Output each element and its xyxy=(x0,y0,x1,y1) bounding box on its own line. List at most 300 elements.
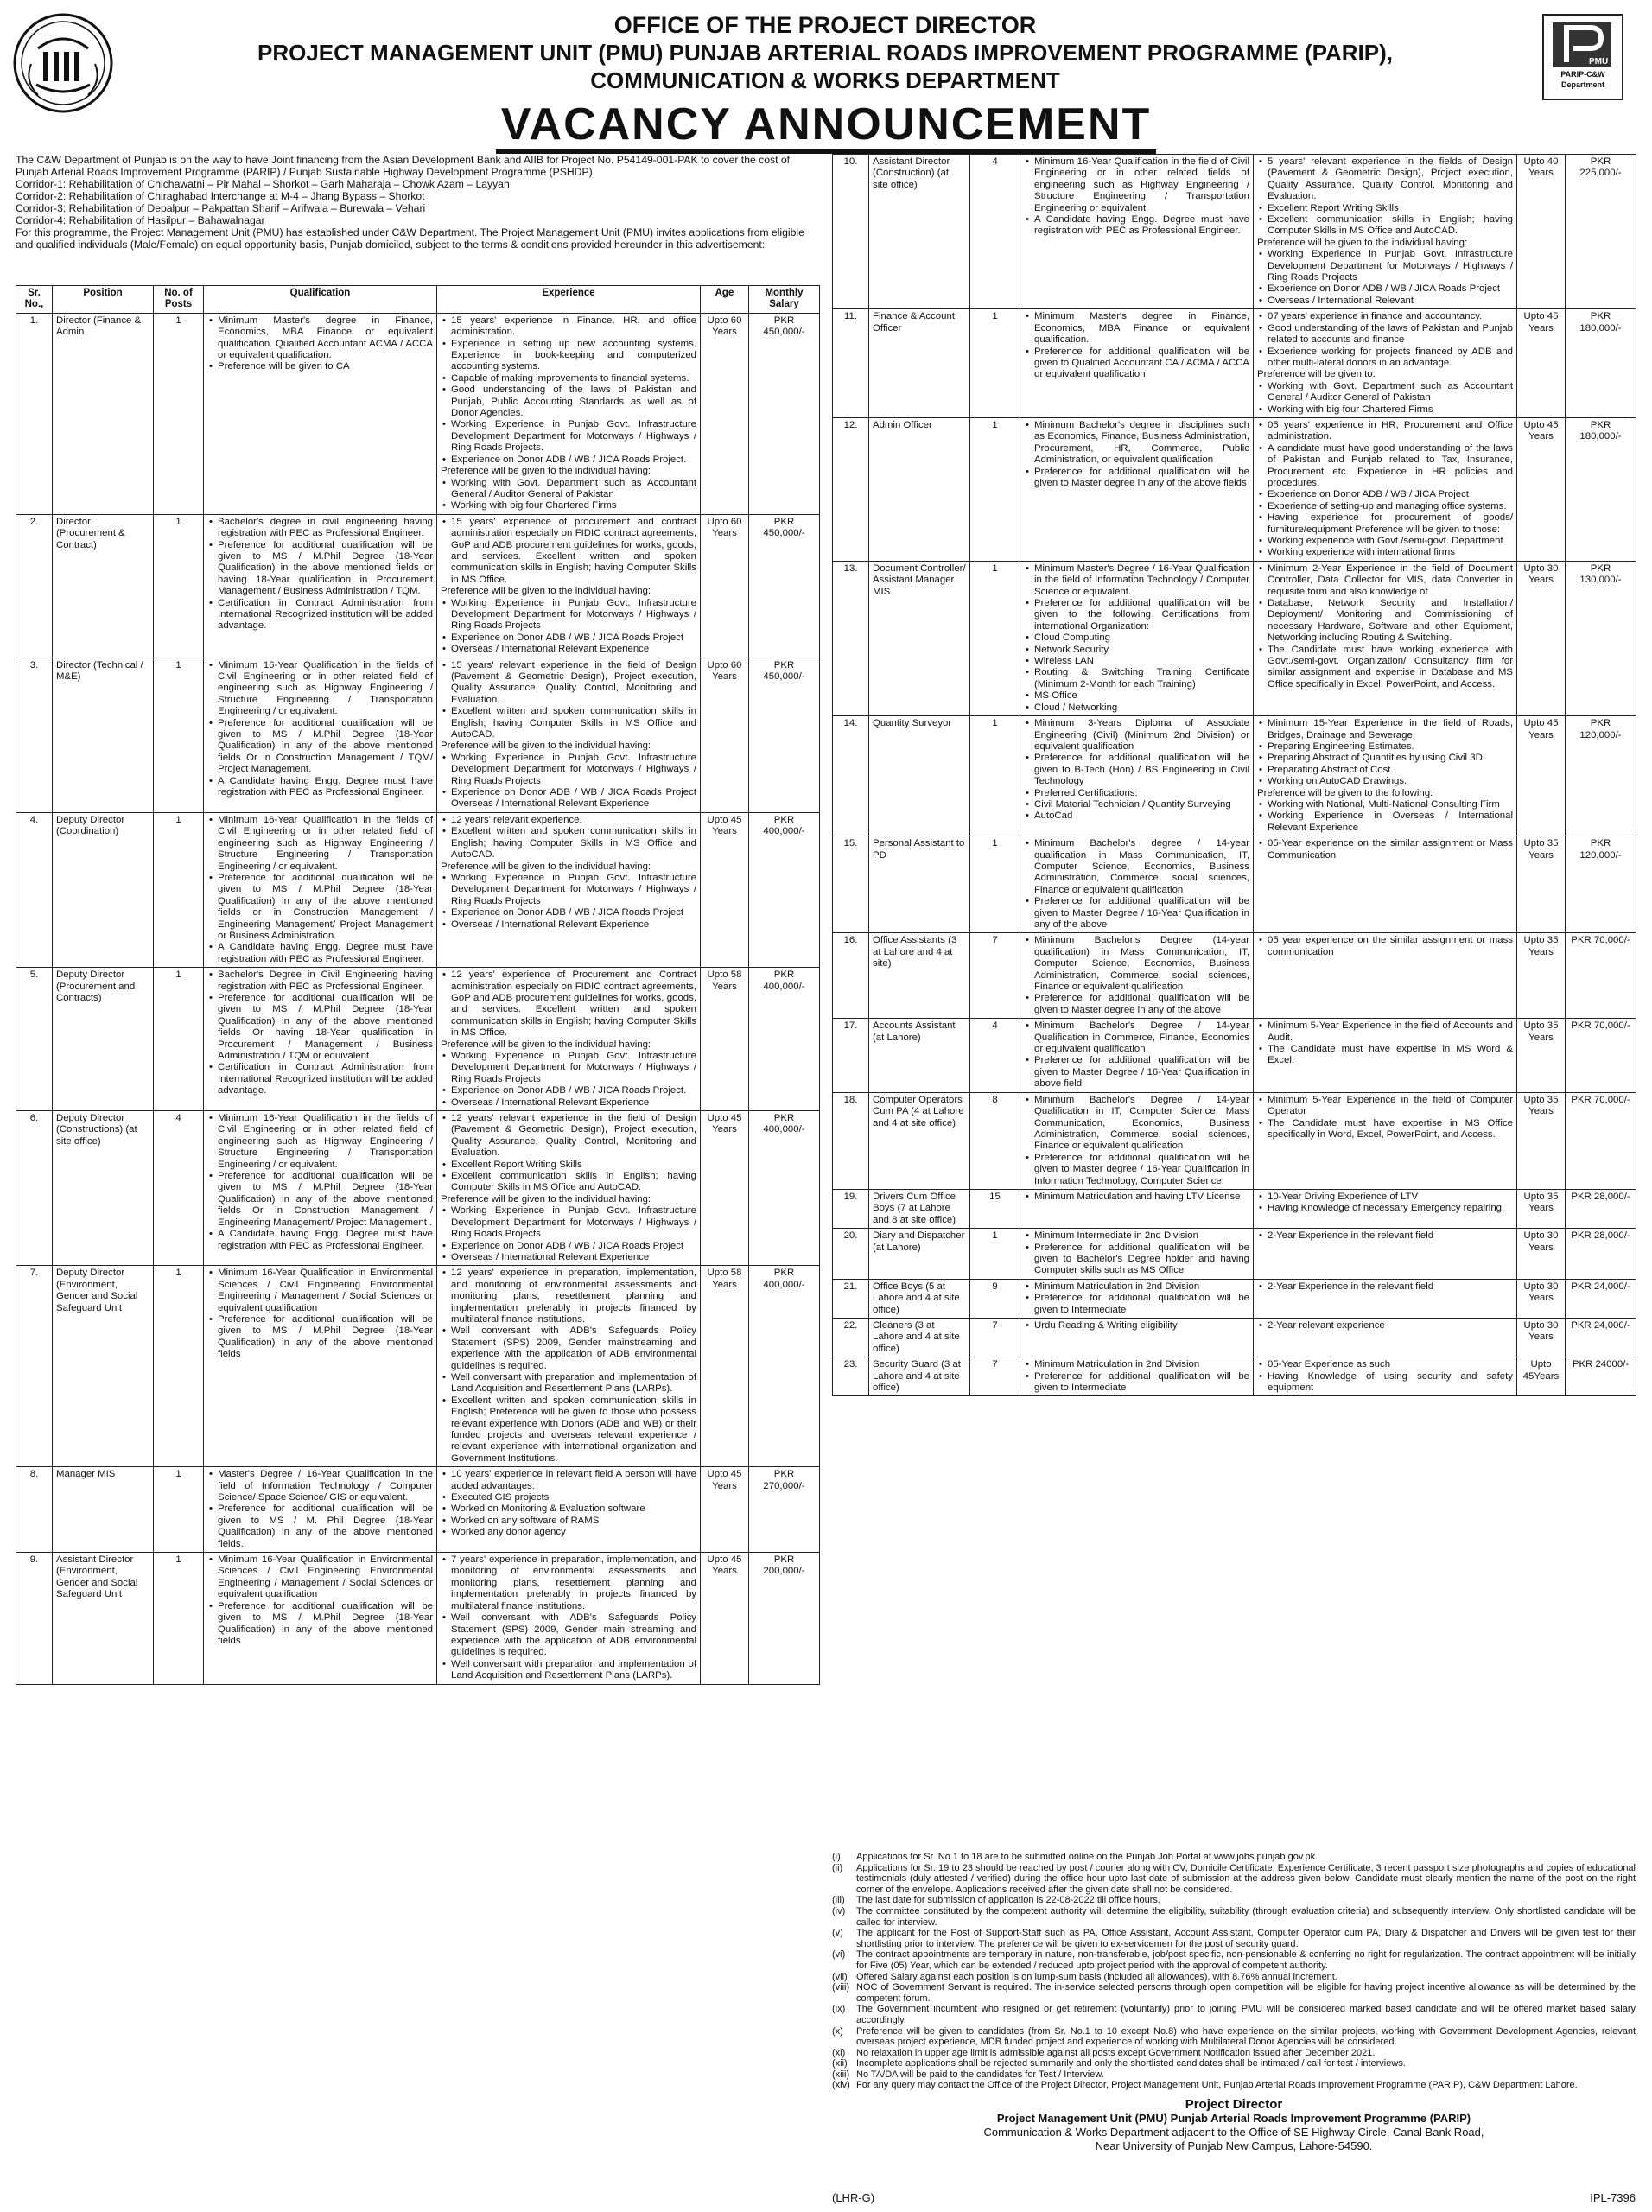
qualification-cell xyxy=(1020,1229,1254,1280)
preference-item: • Working Experience in Punjab Govt. Infrastructure Development Department for Motorways / Highways / Ring Roads Projects xyxy=(451,598,696,632)
experience-item: • Working experience with international firms xyxy=(1268,547,1513,558)
table-row xyxy=(833,309,1636,418)
preference-note: Preference will be given to the individual having: xyxy=(441,1039,651,1050)
qualification-item: • A Candidate having Engg. Degree must have registration with PEC as Professional Engineer. xyxy=(218,1229,433,1252)
experience-cell xyxy=(437,1553,701,1684)
intro-line: For this programme, the Project Management Unit (PMU) has established under C&W Department. The Project Management Unit (PMU) invites applications from eligible and qualified individuals (Male/Female) on equal opportunity basis, Punjab domiciled, subject to the terms & conditions provided hereunder in this advertisement: xyxy=(16,226,804,251)
note-text: The contract appointments are temporary in nature, non-transferable, job/post specific, non-pensionable & conferring no right for regularization. The contract appointment will be initially for Five (05) Year, which can be extended / reduced upto project period with the approval of competent authority. xyxy=(856,1949,1636,1971)
experience-item: • 2-Year Experience in the relevant field xyxy=(1268,1230,1513,1242)
intro-line: The C&W Department of Punjab is on the way to have Joint financing from the Asian Development Bank and AIIB for Project No. P54149-001-PAK to cover the cost of Punjab Arterial Roads Improvement Programme (PARIP) / Punjab Sustainable Highway Development Programme (PSHDP). xyxy=(16,154,791,178)
posts-count: 9 xyxy=(970,1279,1020,1318)
preference-item: • Overseas / International Relevant Experience xyxy=(451,919,696,931)
experience-item: • Capable of making improvements to financial systems. xyxy=(451,373,696,385)
qualification-cell xyxy=(204,658,437,812)
experience-cell xyxy=(1254,933,1517,1019)
experience-item: • Well conversant with ADB's Safeguards Policy Statement (SPS) 2009, Gender mainstreaming and experience with the application of ADB environmental guidelines is required. xyxy=(451,1325,696,1372)
qualification-item: • Preference for additional qualification will be given to MS / M.Phil Degree (18-Year Qualification) in any of the above mentioned fields Or having 18-Year qualification in Procurement / Management / Business Administration / TQM or equivalent. xyxy=(218,993,433,1062)
age-limit: Upto 45 Years xyxy=(701,1467,749,1553)
monthly-salary: PKR 28,000/- xyxy=(1566,1189,1636,1228)
position-name: Diary and Dispatcher (at Lahore) xyxy=(869,1229,970,1280)
qualification-item: • Routing & Switching Training Certificate (Minimum 2-Month for each Training) xyxy=(1034,667,1249,690)
col-posts: No. of Posts xyxy=(154,286,204,314)
qualification-item: • Minimum Bachelor's Degree / 14-year Qualification in Commerce, Finance, Economics or equivalent qualification xyxy=(1034,1020,1249,1055)
qualification-list xyxy=(207,969,433,1096)
experience-item: • 12 years' relevant experience. xyxy=(451,815,696,826)
experience-list xyxy=(1257,718,1513,834)
qualification-list xyxy=(1024,838,1249,931)
sr-number: 3. xyxy=(16,658,53,812)
age-limit: Upto 35 Years xyxy=(1517,1189,1566,1228)
sr-number: 23. xyxy=(833,1357,869,1396)
experience-item: • Well conversant with ADB's Safeguards Policy Statement (SPS) 2009, Gender main streaming and experience with the application of ADB environmental guidelines is required. xyxy=(451,1612,696,1659)
qualification-item: • Preference will be given to CA xyxy=(218,361,433,372)
qualification-item: • Preference for additional qualification will be given to Intermediate xyxy=(1034,1371,1249,1395)
experience-list xyxy=(441,1113,696,1263)
posts-count: 1 xyxy=(154,1467,204,1553)
sr-number: 13. xyxy=(833,561,869,715)
age-limit: Upto 45 Years xyxy=(701,1111,749,1266)
experience-cell xyxy=(1254,1019,1517,1092)
experience-item: • 05-Year Experience as such xyxy=(1268,1359,1513,1370)
experience-item: • Having Knowledge of using security and safety equipment xyxy=(1268,1371,1513,1395)
table-row xyxy=(16,812,820,967)
monthly-salary: PKR 400,000/- xyxy=(749,812,820,967)
note-text: The applicant for the Post of Support-Staff such as PA, Office Assistant, Account Assistant, Computer Operator cum PA, Diary & Dispatcher and Drivers will be given test for their shortlisting prior to interview. The preference will be given to ex-servicemen for the post of security guard. xyxy=(856,1928,1636,1949)
preference-item: • Working Experience in Punjab Govt. Infrastructure Development Department for Motorways / Highways / Ring Roads Projects xyxy=(451,1051,696,1085)
note-text: Preference will be given to candidates (from Sr. No.1 to 10 except No.8) who have experience on the similar projects, working with Government Development Agencies, relevant overseas project experience, MDB funded project and experience of working with Multilateral Donor Agencies will be considered. xyxy=(856,2025,1636,2048)
experience-item: • 7 years' experience in preparation, implementation, and monitoring of environmental assessments and monitoring plans, resettlement planning and implementation preferably in projects financed by multilateral finance institutions. xyxy=(451,1554,696,1612)
qualification-list xyxy=(207,315,433,373)
monthly-salary: PKR 450,000/- xyxy=(749,514,820,658)
experience-list xyxy=(441,315,696,512)
note-item xyxy=(832,2004,1636,2025)
experience-cell xyxy=(1254,1092,1517,1189)
experience-item: • Working on AutoCAD Drawings. xyxy=(1268,776,1513,787)
vacancy-table-right xyxy=(832,154,1636,1396)
pmu-logo-caption: PARIP-C&W Department xyxy=(1560,70,1605,89)
position-name: Accounts Assistant (at Lahore) xyxy=(869,1019,970,1092)
sr-number: 7. xyxy=(16,1266,53,1467)
posts-count: 1 xyxy=(154,658,204,812)
table-row xyxy=(833,716,1636,836)
table-row xyxy=(833,1189,1636,1228)
experience-item: • Working Experience in Punjab Govt. Infrastructure Development Department for Motorways / Highways / Ring Roads Projects. xyxy=(451,419,696,454)
col-position: Position xyxy=(53,286,154,314)
experience-cell xyxy=(1254,836,1517,933)
age-limit: Upto 35 Years xyxy=(1517,1019,1566,1092)
qualification-item: • MS Office xyxy=(1034,690,1249,702)
monthly-salary: PKR 450,000/- xyxy=(749,313,820,514)
note-text: The committee constituted by the competent authority will determine the eligibility, suitability (through evaluation criteria) and subsequently interview. Only shortlisted candidate will be called for interview. xyxy=(856,1905,1636,1928)
table-header-row xyxy=(16,286,820,314)
qualification-cell xyxy=(1020,1092,1254,1189)
sr-number: 11. xyxy=(833,309,869,418)
qualification-item: • Network Security xyxy=(1034,645,1249,656)
experience-item: • The Candidate must have expertise in MS Word & Excel. xyxy=(1268,1044,1513,1067)
posts-count: 1 xyxy=(970,1229,1020,1280)
posts-count: 1 xyxy=(970,417,1020,561)
sr-number: 20. xyxy=(833,1229,869,1280)
intro-line: Corridor-2: Rehabilitation of Chiraghabad Interchange at M-4 – Jhang Bypass – Shorkot xyxy=(16,190,425,202)
experience-item: • Experience on Donor ADB / WB / JICA Roads Project. xyxy=(451,454,696,466)
table-row xyxy=(16,1467,820,1553)
table-row xyxy=(833,1229,1636,1280)
experience-item: • Preparating Abstract of Cost. xyxy=(1268,765,1513,776)
age-limit: Upto 45Years xyxy=(1517,1357,1566,1396)
experience-item: • 05-Year experience on the similar assignment or Mass Communication xyxy=(1268,838,1513,861)
sr-number: 22. xyxy=(833,1319,869,1357)
qualification-item: • Preference for additional qualification will be given to Bachelor's Degree holder and having Computer skills such as MS Office xyxy=(1034,1243,1249,1277)
preference-note: Preference will be given to: xyxy=(1257,369,1376,380)
preference-item: • Overseas / International Relevant xyxy=(1268,296,1513,307)
qualification-item: • A Candidate having Engg. Degree must have registration with PEC as Professional Engineer. xyxy=(218,776,433,799)
qualification-item: • Preference for additional qualification will be given to MS / M.Phil Degree (18-Year Qualification) in any of the above mentioned fields or in Construction Management / Engineering Management/ Project Management or Business Administration. xyxy=(218,873,433,942)
qualification-item: • Minimum 3-Years Diploma of Associate Engineering (Civil) (Minimum 2nd Division) or equivalent qualification xyxy=(1034,718,1249,753)
qualification-list xyxy=(207,1268,433,1360)
qualification-item: • Minimum Bachelor's Degree / 14-year Qualification in IT, Computer Science, Mass Communication, Economics, Business Administration, Commerce, social sciences, Finance or equivalent qualification xyxy=(1034,1095,1249,1153)
experience-item: • Having Knowledge of necessary Emergency repairing. xyxy=(1268,1203,1513,1214)
pmu-logo-mark xyxy=(1553,22,1611,67)
pmu-p-icon xyxy=(1553,22,1611,67)
qualification-item: • Preferred Certifications: xyxy=(1034,788,1249,799)
preference-item: • Experience on Donor ADB / WB / JICA Roads Project xyxy=(451,1241,696,1252)
experience-item: • Experience of setting-up and managing office systems. xyxy=(1268,501,1513,512)
note-number: (i) xyxy=(832,1852,841,1862)
qualification-item: • Preference for additional qualification will be given to Master degree / 16-Year Qualification in Information Technology, Computer Science. xyxy=(1034,1153,1249,1187)
age-limit: Upto 45 Years xyxy=(1517,417,1566,561)
preference-item: • Working Experience in Punjab Govt. Infrastructure Development Department for Motorways / Highways / Ring Roads Projects xyxy=(451,753,696,787)
experience-list xyxy=(441,815,696,931)
experience-item: • Excellent Report Writing Skills xyxy=(1268,203,1513,214)
qualification-item: • Preference for additional qualification will be given to Intermediate xyxy=(1034,1293,1249,1316)
qualification-list xyxy=(1024,563,1249,714)
intro-line: Corridor-3: Rehabilitation of Depalpur – Pakpattan Sharif – Arifwala – Burewala – Vehari xyxy=(16,202,426,214)
qualification-item: • Minimum 16-Year Qualification in the field of Civil Engineering or in other related fields of engineering such as Highway Engineering / Structure Engineering / Transportation Engineering or equivalent. xyxy=(1034,156,1249,214)
note-text: No relaxation in upper age limit is admissible against all posts except Government Notification issued after December 2021. xyxy=(856,2047,1376,2058)
posts-count: 7 xyxy=(970,1319,1020,1357)
position-name: Assistant Director (Environment, Gender and Social Safeguard Unit xyxy=(53,1553,154,1684)
age-limit: Upto 30 Years xyxy=(1517,1229,1566,1280)
note-number: (iii) xyxy=(832,1895,845,1906)
qualification-list xyxy=(207,517,433,632)
qualification-item: • Master's Degree / 16-Year Qualification in the field of Information Technology / Computer Science/ Space Science/ GIS or equivalent. xyxy=(218,1469,433,1503)
experience-cell xyxy=(1254,1189,1517,1228)
preference-item: • Working with big four Chartered Firms xyxy=(1268,404,1513,416)
experience-list xyxy=(441,1469,696,1538)
experience-item: • Experience on Donor ADB / WB / JICA Project xyxy=(1268,489,1513,500)
posts-count: 1 xyxy=(154,514,204,658)
experience-cell xyxy=(1254,561,1517,715)
qualification-list xyxy=(1024,1320,1249,1332)
experience-item: • Having experience for procurement of goods/ furniture/equipment Preference will be given to those: xyxy=(1268,512,1513,536)
sr-number: 15. xyxy=(833,836,869,933)
posts-count: 4 xyxy=(970,155,1020,309)
intro-line: Corridor-4: Rehabilitation of Hasilpur – Bahawalnagar xyxy=(16,214,265,226)
experience-list xyxy=(441,660,696,810)
col-sr: Sr. No., xyxy=(16,286,53,314)
posts-count: 8 xyxy=(970,1092,1020,1189)
preference-note: Preference will be given to the individual having: xyxy=(441,466,651,477)
ad-code-right: IPL-7396 xyxy=(1590,2191,1636,2204)
table-row xyxy=(833,1357,1636,1396)
experience-item: • Executed GIS projects xyxy=(451,1492,696,1503)
experience-cell xyxy=(437,1467,701,1553)
note-text: Applications for Sr. No.1 to 18 are to be submitted online on the Punjab Job Portal at www.jobs.punjab.gov.pk. xyxy=(856,1852,1318,1862)
qualification-item: • Preference for additional qualification will be given to Qualified Accountant CA / ACMA / ACCA or equivalent qualification xyxy=(1034,346,1249,381)
qualification-cell xyxy=(1020,1279,1254,1318)
position-name: Assistant Director (Construction) (at site office) xyxy=(869,155,970,309)
experience-item: • Excellent written and spoken communication skills in English; having Computer Skills in MS Office and AutoCAD. xyxy=(451,706,696,741)
qualification-cell xyxy=(1020,716,1254,836)
qualification-cell xyxy=(1020,836,1254,933)
qualification-item: • Minimum 16-Year Qualification in Environmental Sciences / Civil Engineering Environmental Engineering / Management / Social Sciences or equivalent qualification xyxy=(218,1554,433,1601)
col-age: Age xyxy=(701,286,749,314)
experience-item: • Experience in setting up new accounting systems. Experience in book-keeping and computerized accounting systems. xyxy=(451,339,696,373)
age-limit: Upto 30 Years xyxy=(1517,1279,1566,1318)
qualification-list xyxy=(207,660,433,799)
experience-item: • Excellent communication skills in English; having Computer Skills in MS Office and AutoCAD. xyxy=(1268,214,1513,238)
table-row xyxy=(833,561,1636,715)
intro-text xyxy=(16,154,819,251)
qualification-item: • Preference for additional qualification will be given to MS / M.Phil Degree (18-Year Qualification) in any of the above mentioned fields Or in Construction Management / Engineering Management/ Project Management . xyxy=(218,1171,433,1229)
posts-count: 7 xyxy=(970,933,1020,1019)
experience-item: • Database, Network Security and Installation/ Deployment/ Monitoring and Commissioning of necessary Hardware, Software and other Equipment, Networking including Routing & Switching. xyxy=(1268,598,1513,645)
col-salary: Monthly Salary xyxy=(749,286,820,314)
position-name: Personal Assistant to PD xyxy=(869,836,970,933)
preference-item: • Working Experience in Punjab Govt. Infrastructure Development Department for Motorways / Highways / Ring Roads Projects xyxy=(1268,249,1513,283)
unit-title: PROJECT MANAGEMENT UNIT (PMU) PUNJAB ARTERIAL ROADS IMPROVEMENT PROGRAMME (PARIP), xyxy=(257,40,1393,66)
monthly-salary: PKR 24,000/- xyxy=(1566,1319,1636,1357)
experience-item: • Minimum 2-Year Experience in the field of Document Controller, Data Collector for MIS, data Converter in requisite form and also knowledge of xyxy=(1268,563,1513,598)
age-limit: Upto 45 Years xyxy=(1517,716,1566,836)
qualification-list xyxy=(207,1469,433,1550)
position-name: Deputy Director (Coordination) xyxy=(53,812,154,967)
table-row xyxy=(16,514,820,658)
position-name: Director (Procurement & Contract) xyxy=(53,514,154,658)
ad-code-left: (LHR-G) xyxy=(832,2191,875,2204)
qualification-list xyxy=(1024,311,1249,380)
qualification-cell xyxy=(1020,561,1254,715)
experience-list xyxy=(1257,1359,1513,1394)
position-name: Office Assistants (3 at Lahore and 4 at site) xyxy=(869,933,970,1019)
qualification-cell xyxy=(204,1467,437,1553)
note-item xyxy=(832,1852,1636,1863)
age-limit: Upto 58 Years xyxy=(701,1266,749,1467)
preference-note: Preference will be given to the individual having: xyxy=(441,586,651,597)
experience-item: • Preparing Engineering Estimates. xyxy=(1268,741,1513,753)
department-title: COMMUNICATION & WORKS DEPARTMENT xyxy=(590,67,1060,93)
preference-item: • Working Experience in Punjab Govt. Infrastructure Development Department for Motorways / Highways / Ring Roads Projects xyxy=(451,873,696,907)
qualification-item: • Minimum Bachelor's degree / 14-year qualification in Mass Communication, IT, Computer Science, Economics, Business Administration, Commerce, social sciences, Finance or equivalent qualification xyxy=(1034,838,1249,896)
qualification-item: • Minimum Matriculation in 2nd Division xyxy=(1034,1359,1249,1370)
preference-item: • Overseas / International Relevant Experience xyxy=(451,1252,696,1263)
qualification-cell xyxy=(1020,1357,1254,1396)
experience-list xyxy=(1257,935,1513,958)
experience-item: • Excellent written and spoken communication skills in English; Preference will be given to those who possess relevant experience with Donors (ADB and WB) or their funded projects and overseas relevant experience / relevant experience with international organization and Government Institutions. xyxy=(451,1395,696,1465)
note-text: Applications for Sr. 19 to 23 should be reached by post / courier along with CV, Domicile Certificate, Experience Certificate, 3 recent passport size photographs and copies of educational testimonials (duly attested / verified) during the office hour upto last date of submission at the address given below. Candidate must clearly mention the name of the post on the right corner of the envelope. Applications received after the given date shall not be considered. xyxy=(856,1862,1636,1895)
position-name: Finance & Account Officer xyxy=(869,309,970,418)
sr-number: 1. xyxy=(16,313,53,514)
position-name: Deputy Director (Procurement and Contracts) xyxy=(53,968,154,1111)
qualification-item: • Minimum 16-Year Qualification in the fields of Civil Engineering or in other related field of engineering such as Highway Engineering / Structure Engineering / Transportation Engineering / or equivalent. xyxy=(218,660,433,718)
experience-item: • Good understanding of the laws of Pakistan and Punjab, Public Accounting Standards as well as of Donor Agencies. xyxy=(451,385,696,419)
qualification-item: • A Candidate having Engg. Degree must have registration with PEC as Professional Engineer. xyxy=(1034,214,1249,238)
note-number: (iv) xyxy=(832,1905,846,1916)
qualification-item: • Preference for additional qualification will be given to the following Certifications from international Organization: xyxy=(1034,598,1249,632)
qualification-item: • Certification in Contract Administration from International Recognized institution will be added advantage. xyxy=(218,598,433,632)
preference-item: • Overseas / International Relevant Experience xyxy=(451,1097,696,1109)
address-line-2: Near University of Punjab New Campus, Lahore-54590. xyxy=(1095,2139,1373,2152)
qualification-cell xyxy=(1020,1319,1254,1357)
qualification-item: • Minimum Bachelor's degree in disciplines such as Economics, Finance, Business Administration, Procurement, HR, Commerce, Public Administration, or equivalent qualification xyxy=(1034,420,1249,467)
note-item xyxy=(832,1895,1636,1906)
table-row xyxy=(16,1553,820,1684)
qualification-item: • Minimum Matriculation and having LTV License xyxy=(1034,1192,1249,1203)
notes-list xyxy=(832,1852,1636,2091)
sr-number: 2. xyxy=(16,514,53,658)
sr-number: 16. xyxy=(833,933,869,1019)
age-limit: Upto 60 Years xyxy=(701,514,749,658)
table-row xyxy=(833,1319,1636,1357)
position-name: Cleaners (3 at Lahore and 4 at site office) xyxy=(869,1319,970,1357)
qualification-list xyxy=(1024,1230,1249,1277)
experience-list xyxy=(1257,311,1513,416)
qualification-cell xyxy=(204,1111,437,1266)
monthly-salary: PKR 120,000/- xyxy=(1566,716,1636,836)
monthly-salary: PKR 70,000/- xyxy=(1566,1019,1636,1092)
age-limit: Upto 30 Years xyxy=(1517,1319,1566,1357)
qualification-item: • Minimum Bachelor's Degree (14-year qualification) in Mass Communication, IT, Computer Science, Economics, Business Administration, Commerce, social sciences, Finance or equivalent qualification xyxy=(1034,935,1249,993)
experience-list xyxy=(1257,838,1513,861)
note-number: (xii) xyxy=(832,2058,848,2069)
table-row xyxy=(833,417,1636,561)
col-qualification: Qualification xyxy=(204,286,437,314)
page-footer xyxy=(832,2097,1636,2204)
age-limit: Upto 58 Years xyxy=(701,968,749,1111)
experience-item: • 15 years' experience in Finance, HR, and office administration. xyxy=(451,315,696,339)
note-item xyxy=(832,2080,1636,2091)
table-row xyxy=(16,658,820,812)
monthly-salary: PKR 70,000/- xyxy=(1566,1092,1636,1189)
qualification-list xyxy=(207,815,433,965)
qualification-item: • Urdu Reading & Writing eligibility xyxy=(1034,1320,1249,1332)
experience-item: • Minimum 5-Year Experience in the field of Accounts and Audit. xyxy=(1268,1020,1513,1044)
posts-count: 1 xyxy=(154,812,204,967)
experience-item: • Worked on Monitoring & Evaluation software xyxy=(451,1503,696,1515)
qualification-item: • Civil Material Technician / Quantity Surveying xyxy=(1034,799,1249,810)
qualification-item: • Preference for additional qualification will be given to Master Degree / 16-Year Qualification in any of the above xyxy=(1034,896,1249,931)
monthly-salary: PKR 400,000/- xyxy=(749,968,820,1111)
qualification-list xyxy=(207,1113,433,1252)
qualification-item: • Minimum Master's Degree / 16-Year Qualification in the field of Information Technology / Computer Science or equivalent. xyxy=(1034,563,1249,598)
experience-cell xyxy=(1254,417,1517,561)
experience-item: • Experience working for projects financed by ADB and other multi-lateral donors in an advantage. xyxy=(1268,346,1513,370)
svg-text:PMU: PMU xyxy=(1589,57,1609,67)
experience-cell xyxy=(1254,1357,1517,1396)
experience-item: • Minimum 5-Year Experience in the field of Computer Operator xyxy=(1268,1095,1513,1118)
experience-item: • Excellent communication skills in English; having Computer Skills in MS Office and AutoCAD. xyxy=(451,1171,696,1194)
experience-cell xyxy=(1254,716,1517,836)
sr-number: 21. xyxy=(833,1279,869,1318)
sr-number: 12. xyxy=(833,417,869,561)
age-limit: Upto 40 Years xyxy=(1517,155,1566,309)
qualification-item: • Minimum 16-Year Qualification in Environmental Sciences / Civil Engineering Environmental Engineering / Management / Social Sciences or equivalent qualification xyxy=(218,1268,433,1314)
experience-list xyxy=(1257,1230,1513,1242)
monthly-salary: PKR 225,000/- xyxy=(1566,155,1636,309)
experience-item: • 2-Year Experience in the relevant field xyxy=(1268,1281,1513,1293)
qualification-item: • Minimum Intermediate in 2nd Division xyxy=(1034,1230,1249,1242)
note-number: (vii) xyxy=(832,1971,848,1982)
table-row xyxy=(833,1279,1636,1318)
experience-item: • Excellent Report Writing Skills xyxy=(451,1160,696,1171)
note-number: (vi) xyxy=(832,1949,846,1961)
experience-list xyxy=(1257,1281,1513,1293)
posts-count: 7 xyxy=(970,1357,1020,1396)
experience-cell xyxy=(1254,309,1517,418)
experience-cell xyxy=(437,1266,701,1467)
qualification-list xyxy=(1024,420,1249,489)
experience-item: • Minimum 15-Year Experience in the field of Roads, Bridges, Drainage and Sewerage xyxy=(1268,718,1513,741)
experience-item: • Good understanding of the laws of Pakistan and Punjab related to accounts and finance xyxy=(1268,323,1513,346)
posts-count: 4 xyxy=(154,1111,204,1266)
experience-cell xyxy=(437,1111,701,1266)
note-item xyxy=(832,1972,1636,1983)
qualification-list xyxy=(1024,1192,1249,1203)
qualification-item: • Wireless LAN xyxy=(1034,656,1249,667)
position-name: Admin Officer xyxy=(869,417,970,561)
qualification-cell xyxy=(204,812,437,967)
experience-item: • Worked on any software of RAMS xyxy=(451,1516,696,1527)
qualification-cell xyxy=(204,514,437,658)
experience-list xyxy=(1257,1192,1513,1215)
experience-item: • 15 years' relevant experience in the field of Design (Pavement & Geometric Design), Project execution, Quality Assurance, Quality Control, Monitoring and Evaluation. xyxy=(451,660,696,707)
note-item xyxy=(832,1863,1636,1896)
qualification-list xyxy=(1024,935,1249,1016)
experience-item: • Working experience with Govt./semi-govt. Department xyxy=(1268,536,1513,547)
table-row xyxy=(16,968,820,1111)
signatory-title: Project Director xyxy=(1185,2097,1283,2112)
posts-count: 1 xyxy=(154,1266,204,1467)
qualification-item: • Preference for additional qualification will be given to MS / M.Phil Degree (18-Year Qualification) in any of the above mentioned fields xyxy=(218,1314,433,1361)
qualification-item: • Minimum Master's degree in Finance, Economics, MBA Finance or equivalent qualification. Qualified Accountant ACMA / ACCA or equivalent qualification. xyxy=(218,315,433,362)
qualification-cell xyxy=(204,1266,437,1467)
qualification-item: • Minimum Master's degree in Finance, Economics, MBA Finance or equivalent qualification. xyxy=(1034,311,1249,346)
experience-item: • The Candidate must have expertise in MS Office specifically in Word, Excel, PowerPoint, and Access. xyxy=(1268,1118,1513,1141)
note-text: For any query may contact the Office of the Project Director, Project Management Unit, Punjab Arterial Roads Improvement Programme (PARIP), C&W Department Lahore. xyxy=(856,2080,1578,2091)
experience-item: • 12 years' relevant experience in the field of Design (Pavement & Geometric Design), Project execution, Quality Assurance, Quality Control, Monitoring and Evaluation. xyxy=(451,1113,696,1160)
sr-number: 8. xyxy=(16,1467,53,1553)
announcement-title: VACANCY ANNOUNCEMENT xyxy=(0,99,1652,150)
note-number: (viii) xyxy=(832,1982,850,1993)
posts-count: 1 xyxy=(154,313,204,514)
experience-list xyxy=(1257,1020,1513,1067)
experience-list xyxy=(1257,1095,1513,1141)
qualification-cell xyxy=(1020,417,1254,561)
experience-item: • 05 years' experience in HR, Procurement and Office administration. xyxy=(1268,420,1513,443)
table-row xyxy=(16,1111,820,1266)
sr-number: 14. xyxy=(833,716,869,836)
note-number: (ii) xyxy=(832,1862,843,1873)
note-item xyxy=(832,1906,1636,1928)
col-experience: Experience xyxy=(437,286,701,314)
age-limit: Upto 35 Years xyxy=(1517,1092,1566,1189)
experience-item: • Well conversant with preparation and implementation of Land Acquisition and Resettlement Plans (LARPs). xyxy=(451,1372,696,1395)
note-text: No TA/DA will be paid to the candidates for Test / Interview. xyxy=(856,2069,1104,2080)
experience-item: • 12 years' experience of Procurement and Contract administration especially on FIDIC contract agreements, GoP and ADB procurement guidelines for works, goods, and services. Excellent written and spoken communication skills in English; having Computer Skills in MS Office. xyxy=(451,969,696,1039)
qualification-list xyxy=(1024,718,1249,823)
preference-item: • Working with Govt. Department such as Accountant General / Auditor General of Pakistan xyxy=(1268,381,1513,404)
position-name: Director (Finance & Admin xyxy=(53,313,154,514)
